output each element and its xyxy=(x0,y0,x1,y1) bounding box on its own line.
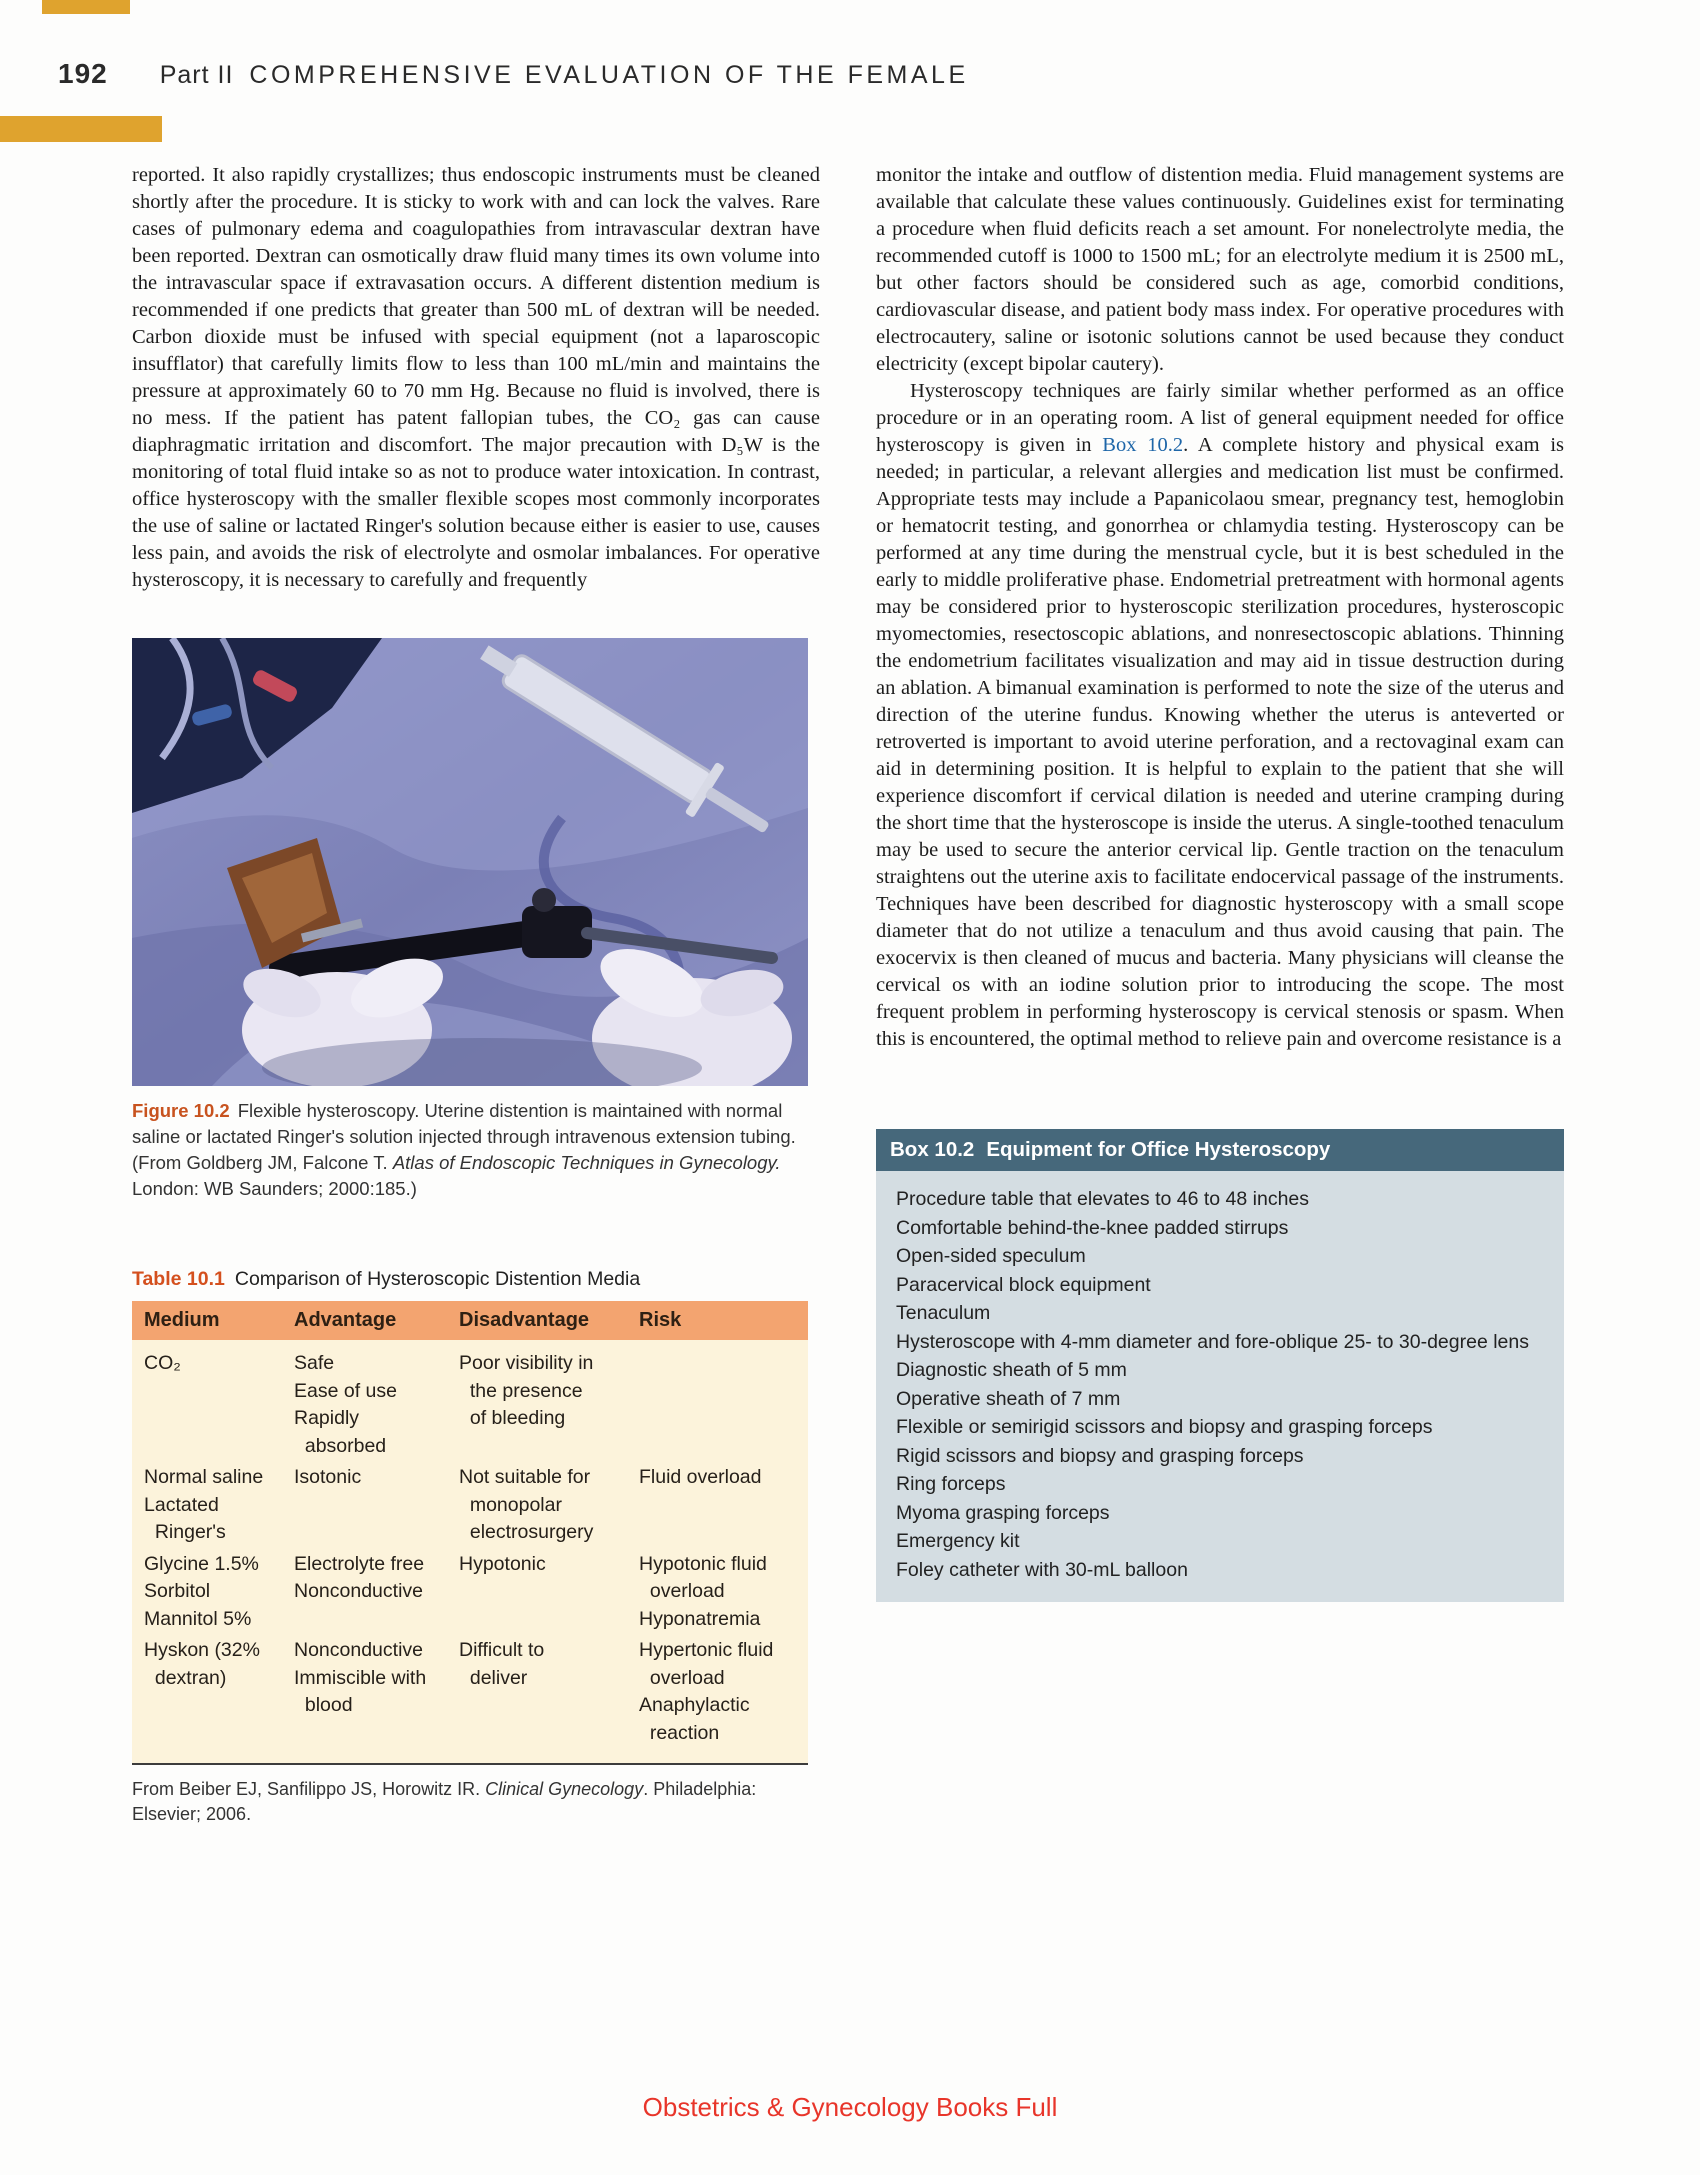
equipment-item: Myoma grasping forceps xyxy=(896,1501,1110,1524)
column-header-advantage: Advantage xyxy=(282,1301,447,1340)
equipment-item: Open-sided speculum xyxy=(896,1245,1086,1267)
equipment-item: Operative sheath of 7 mm xyxy=(896,1387,1121,1410)
page-header xyxy=(58,58,969,90)
table-title xyxy=(132,1268,820,1291)
table-cell: Fluid overload xyxy=(639,1466,762,1488)
equipment-item: Diagnostic sheath of 5 mm xyxy=(896,1359,1127,1381)
table-source-text: From Beiber EJ, Sanfilippo JS, Horowitz IR. xyxy=(132,1779,486,1799)
equipment-item: Flexible or semirigid scissors and biopsy and grasping forceps xyxy=(896,1416,1433,1438)
table-row xyxy=(132,1340,808,1462)
part-title: COMPREHENSIVE EVALUATION OF THE FEMALE xyxy=(249,61,969,89)
right-column-paragraph-2 xyxy=(876,378,1564,1053)
header-gold-strip xyxy=(0,116,162,142)
paragraph-2-text-end: . A complete history and physical exam is needed; in particular, a relevant allergies and medication list must be confirmed. Appropriate tests may include a Papanicolaou smear, pregnancy test, hemoglobin or hematocrit testing, and gonorrhea or chlamydia testing. Hysteroscopy can be performed at any time during the menstrual cycle, but it is best scheduled in the early to middle proliferative phase. Endometrial pretreatment with hormonal agents may be considered prior to hysteroscopic sterilization procedures, hysteroscopic myomectomies, resectoscopic ablations, and nonresectoscopic ablations. Thinning the endometrium facilitates visualization and may aid in tissue destruction during an ablation. A bimanual examination is performed to note the size of the uterus and direction of the uterine fundus. Knowing whether the uterus is anteverted or retroverted is important to avoid uterine perforation, and a rectovaginal exam can aid in determining position. It is helpful to explain to the patient that she will experience discomfort if cervical dilation is needed and uterine cramping during the short time that the hysteroscope is inside the uterus. A single-toothed tenaculum may be used to secure the anterior cervical lip. Gentle traction on the tenaculum straightens out the uterine axis to facilitate endocervical passage of the instruments. Techniques have been described for diagnostic hysteroscopy with a small scope diameter that do not utilize a tenaculum and thus avoid causing that pain. The exocervix is then cleaned of mucus and bacteria. Many physicians will cleanse the cervical os with an iodine solution prior to introducing the scope. The most frequent problem in performing hysteroscopy is cervical stenosis or spasm. When this is encountered, the optimal method to relieve pain and overcome resistance is a xyxy=(876,434,1564,1050)
table-10-1 xyxy=(132,1268,820,1827)
left-column-paragraph: reported. It also rapidly crystallizes; thus endoscopic instruments must be cleaned shortly after the procedure. It is sticky to work with and can lock the valves. Rare cases of pulmonary edema and coagulopathies from intravascular dextran have been reported. Dextran can osmotically draw fluid many times its own volume into the intravascular space if extravasation occurs. A different distention medium is recommended if one predicts that greater than 500 mL of dextran will be needed. Carbon dioxide must be infused with special equipment (not a laparoscopic insufflator) that carefully limits flow to less than 100 mL/min and maintains the pressure at approximately 60 to 70 mm Hg. Because no fluid is involved, there is no mess. If the patient has patent fallopian tubes, the CO₂ gas can cause diaphragmatic irritation and discomfort. The major precaution with D₅W is the monitoring of total fluid intake so as not to produce water intoxication. In contrast, office hysteroscopy with the smaller flexible scopes most commonly incorporates the use of saline or lactated Ringer's solution because either is easier to use, causes less pain, and avoids the risk of electrolyte and osmolar imbalances. For operative hysteroscopy, it is necessary to carefully and frequently xyxy=(132,164,820,591)
table-label: Table 10.1 xyxy=(132,1268,225,1290)
two-column-layout xyxy=(132,162,1564,1827)
box-items xyxy=(876,1171,1564,1602)
table-cell: Nonconductive Immiscible with blood xyxy=(294,1639,427,1716)
figure-caption-text: Flexible hysteroscopy. Uterine distention is maintained with normal saline or lactated Ringer's solution injected through intravenous extension tubing. (From Goldberg JM, Falcone T. xyxy=(132,1100,796,1173)
table-title-text: Comparison of Hysteroscopic Distention Media xyxy=(234,1268,641,1290)
equipment-item: Procedure table that elevates to 46 to 48 inches xyxy=(896,1188,1310,1210)
right-column-paragraph-1: monitor the intake and outflow of distention media. Fluid management systems are available that calculate these values continuously. Guidelines exist for terminating a procedure when fluid deficits reach a set amount. For nonelectrolyte media, the recommended cutoff is 1000 to 1500 mL; for an electrolyte medium it is 2500 mL, but other factors should be considered such as age, comorbid conditions, cardiovascular disease, and patient body mass index. For operative procedures with electrocautery, saline or isotonic solutions cannot be used because they conduct electricity (except bipolar cautery). xyxy=(876,164,1564,375)
table-row xyxy=(132,1462,808,1549)
table-source-book-title: Clinical Gynecology xyxy=(485,1779,644,1799)
figure-caption-text-end: London: WB Saunders; 2000:185.) xyxy=(132,1178,417,1199)
part-label: Part II xyxy=(159,61,234,89)
distention-media-table xyxy=(132,1301,808,1765)
equipment-item: Hysteroscope with 4-mm diameter and fore-oblique 25- to 30-degree lens xyxy=(896,1330,1529,1353)
table-row xyxy=(132,1635,808,1764)
equipment-item: Emergency kit xyxy=(896,1530,1020,1552)
table-header-row xyxy=(132,1301,808,1340)
table-row xyxy=(132,1549,808,1636)
box-10-2 xyxy=(876,1129,1564,1602)
column-header-disadvantage: Disadvantage xyxy=(447,1301,627,1340)
table-cell: CO₂ xyxy=(144,1352,181,1374)
table-cell: Glycine 1.5% Sorbitol Mannitol 5% xyxy=(144,1552,259,1630)
surgery-photo-illustration xyxy=(132,638,808,1086)
box-10-2-reference-link[interactable]: Box 10.2 xyxy=(1102,434,1184,456)
table-cell: Electrolyte free Nonconductive xyxy=(294,1552,425,1602)
page-footer xyxy=(0,2092,1700,2123)
table-source-text-end: . Philadelphia: Elsevier; 2006. xyxy=(132,1779,757,1824)
figure-photo xyxy=(132,638,808,1086)
left-column xyxy=(132,162,820,1827)
table-cell: Hypotonic fluid overload Hyponatremia xyxy=(639,1552,767,1630)
page-number: 192 xyxy=(58,58,108,89)
column-header-risk: Risk xyxy=(627,1301,808,1340)
equipment-item: Comfortable behind-the-knee padded stirrups xyxy=(896,1216,1289,1239)
table-cell: Hypertonic fluid overload Anaphylactic reaction xyxy=(639,1639,774,1744)
footer-watermark-text: Obstetrics & Gynecology Books Full xyxy=(642,2092,1058,2122)
header-corner-tab xyxy=(42,0,130,14)
equipment-item: Foley catheter with 30-mL balloon xyxy=(896,1558,1188,1581)
table-cell: Safe Ease of use Rapidly absorbed xyxy=(294,1352,397,1457)
table-cell: Poor visibility in the presence of bleeding xyxy=(459,1352,594,1429)
paragraph-2-text: Hysteroscopy techniques are fairly similar whether performed as an office procedure or in an operating room. A list of general equipment needed for office hysteroscopy is given in xyxy=(876,380,1564,456)
table-cell xyxy=(627,1340,808,1462)
figure-label: Figure 10.2 xyxy=(132,1100,230,1121)
equipment-item: Rigid scissors and biopsy and grasping forceps xyxy=(896,1444,1304,1467)
table-cell: Difficult to deliver xyxy=(459,1639,545,1689)
right-column xyxy=(876,162,1564,1827)
box-label: Box 10.2 xyxy=(890,1138,975,1161)
figure-caption xyxy=(132,1098,820,1202)
table-cell: Not suitable for monopolar electrosurgery xyxy=(459,1466,594,1543)
distention-table-body xyxy=(132,1340,808,1764)
table-cell: Normal saline Lactated Ringer's xyxy=(144,1466,264,1543)
equipment-item: Paracervical block equipment xyxy=(896,1273,1151,1296)
table-cell: Hyskon (32% dextran) xyxy=(144,1639,260,1689)
equipment-item: Tenaculum xyxy=(896,1302,991,1324)
table-cell: Hypotonic xyxy=(459,1552,546,1575)
box-header xyxy=(876,1129,1564,1171)
table-source-note xyxy=(132,1777,808,1827)
table-cell: Isotonic xyxy=(294,1466,362,1488)
column-header-medium: Medium xyxy=(132,1301,282,1340)
figure-10-2 xyxy=(132,638,820,1202)
figure-caption-book-title: Atlas of Endoscopic Techniques in Gynecology. xyxy=(392,1152,781,1173)
box-title: Equipment for Office Hysteroscopy xyxy=(986,1138,1331,1161)
equipment-item: Ring forceps xyxy=(896,1473,1006,1495)
